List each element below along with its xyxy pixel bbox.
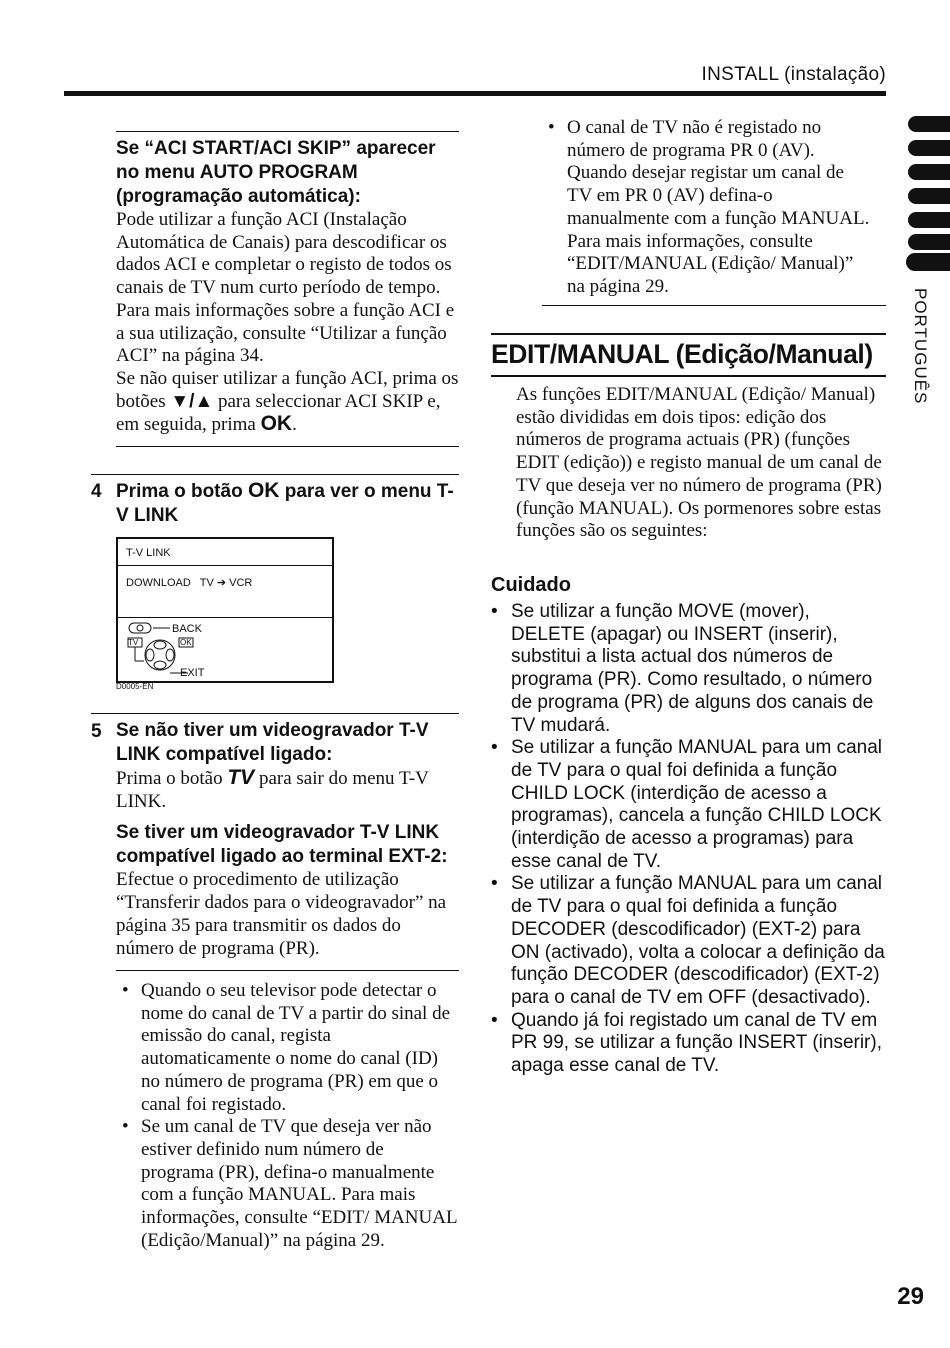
osd-ok-label: OK bbox=[180, 638, 192, 647]
step4-text: Prima o botão bbox=[116, 481, 243, 502]
osd-divider bbox=[118, 565, 332, 566]
section-tab bbox=[908, 140, 950, 156]
aci-note-para1: Pode utilizar a função ACI (Instalação Automática de Canais) para descodificar os dados ACI e completar o registo de todos os canais de TV num curto período de tempo. Para mais informações sobre a função ACI e a sua utilização, consulte “Utilizar a função ACI” na página 34. bbox=[116, 209, 455, 367]
tv-link-menu-illustration bbox=[116, 537, 334, 683]
divider bbox=[91, 474, 459, 475]
aci-para2-end: . bbox=[292, 414, 297, 436]
step5-text bbox=[116, 767, 461, 813]
osd-title: T-V LINK bbox=[126, 547, 171, 559]
caution-heading: Cuidado bbox=[491, 574, 571, 596]
osd-download-row bbox=[126, 576, 252, 589]
caution-item: • Se utilizar a função MANUAL para um canal de TV para o qual foi definida a função DECODER (descodificador) (EXT-2) para ON (activado), volta a colocar a definição da função DECODER (descodificador) (EXT-2) para o canal de TV em OFF (desactivado). bbox=[491, 873, 886, 1009]
notes-right bbox=[542, 117, 872, 299]
ok-button-glyph: OK bbox=[247, 479, 280, 502]
notes-left bbox=[116, 980, 461, 1252]
illustration-code: D0005-EN bbox=[116, 682, 154, 691]
step4-text: para ver o menu T-V LINK bbox=[116, 481, 454, 526]
step5-text-part: Prima o botão bbox=[116, 768, 223, 789]
step4-instruction bbox=[116, 479, 461, 528]
osd-divider bbox=[118, 617, 332, 618]
arrow-right-icon: ➔ bbox=[216, 577, 227, 589]
section-tab bbox=[908, 164, 950, 180]
osd-row-text: DOWNLOAD TV bbox=[126, 577, 214, 589]
step5-content bbox=[116, 719, 461, 960]
step5-para2: Efectue o procedimento de utilização “Transferir dados para o videogravador” na página 35 para transmitir os dados do número de programa (PR). bbox=[116, 869, 447, 959]
section-tab-active bbox=[906, 253, 950, 271]
header-title: INSTALL (instalação) bbox=[701, 64, 886, 85]
step-number: 4 bbox=[91, 481, 102, 502]
section-tab bbox=[908, 188, 950, 204]
section-intro: As funções EDIT/MANUAL (Edição/ Manual) estão divididas em dois tipos: edição dos números de programa actuais (PR) (funções EDIT (edição)) e registo manual de um canal de TV que deseja ver no número de programa (PR) (função MANUAL). Os pormenores sobre estas funções são os seguintes: bbox=[516, 384, 882, 542]
ok-button-glyph: OK bbox=[260, 412, 293, 436]
step5-heading: Se não tiver um videogravador T-V LINK compatível ligado: bbox=[116, 720, 429, 765]
caution-list bbox=[491, 601, 886, 1078]
osd-exit-label: EXIT bbox=[180, 667, 205, 679]
note-item: • Quando o seu televisor pode detectar o nome do canal de TV a partir do sinal de emissão do canal, regista automaticamente o nome do canal (ID) no número de programa (PR) em que o canal foi registado. bbox=[116, 980, 461, 1116]
divider bbox=[116, 970, 459, 971]
language-label: PORTUGUÊS bbox=[911, 288, 930, 405]
caution-item: • Se utilizar a função MOVE (mover), DELETE (apagar) ou INSERT (inserir), substitui a lista actual dos números de programa (PR). Como resultado, o número de programa (PR) de alguns dos canais de TV mudará. bbox=[491, 601, 886, 737]
divider bbox=[116, 131, 459, 132]
note-item: • Se um canal de TV que deseja ver não estiver definido num número de programa (PR), defina-o manualmente com a função MANUAL. Para mais informações, consulte “EDIT/ MANUAL (Edição/Manual)” na página 29. bbox=[116, 1116, 461, 1252]
step5-text-part: para sair do menu T-V LINK. bbox=[116, 768, 429, 812]
divider bbox=[116, 446, 459, 447]
divider bbox=[542, 305, 886, 306]
aci-note bbox=[116, 137, 461, 437]
osd-row-end: VCR bbox=[229, 577, 253, 589]
osd-tv-label: TV bbox=[128, 638, 139, 647]
page-number: 29 bbox=[897, 1283, 924, 1310]
down-up-buttons: ▼/▲ bbox=[170, 390, 214, 412]
step5-heading2: Se tiver um videogravador T-V LINK compatível ligado ao terminal EXT-2: bbox=[116, 822, 448, 868]
section-rule-top bbox=[491, 333, 886, 335]
header-rule bbox=[64, 91, 886, 96]
caution-item: • Quando já foi registado um canal de TV em PR 99, se utilizar a função INSERT (inserir), apaga esse canal de TV. bbox=[491, 1010, 886, 1078]
section-tab bbox=[908, 234, 950, 250]
aci-para2-text: Se não quiser utilizar a função ACI, prima os botões bbox=[116, 367, 459, 412]
section-tab bbox=[908, 116, 950, 132]
section-title: EDIT/MANUAL (Edição/Manual) bbox=[491, 339, 873, 369]
tv-button-glyph: TV bbox=[227, 766, 255, 789]
aci-note-heading: Se “ACI START/ACI SKIP” aparecer no menu AUTO PROGRAM (programação automática): bbox=[116, 138, 436, 207]
caution-item: • Se utilizar a função MANUAL para um canal de TV para o qual foi definida a função CHILD LOCK (interdição de acesso a programas), cancela a função CHILD LOCK (interdição de acesso a programas) para esse canal de TV. bbox=[491, 737, 886, 873]
note-item: • O canal de TV não é registado no número de programa PR 0 (AV). Quando desejar registar um canal de TV em PR 0 (AV) defina-o manualmente com a função MANUAL. Para mais informações, consulte “EDIT/MANUAL (Edição/ Manual)” na página 29. bbox=[542, 117, 872, 299]
section-rule-bottom bbox=[491, 375, 886, 377]
aci-para2-text: para seleccionar ACI SKIP e, em seguida, prima bbox=[116, 390, 441, 436]
step-number: 5 bbox=[91, 721, 102, 742]
osd-back-label: BACK bbox=[172, 623, 202, 635]
divider bbox=[91, 713, 459, 714]
aci-note-para2 bbox=[116, 368, 461, 437]
section-tab bbox=[908, 212, 950, 228]
